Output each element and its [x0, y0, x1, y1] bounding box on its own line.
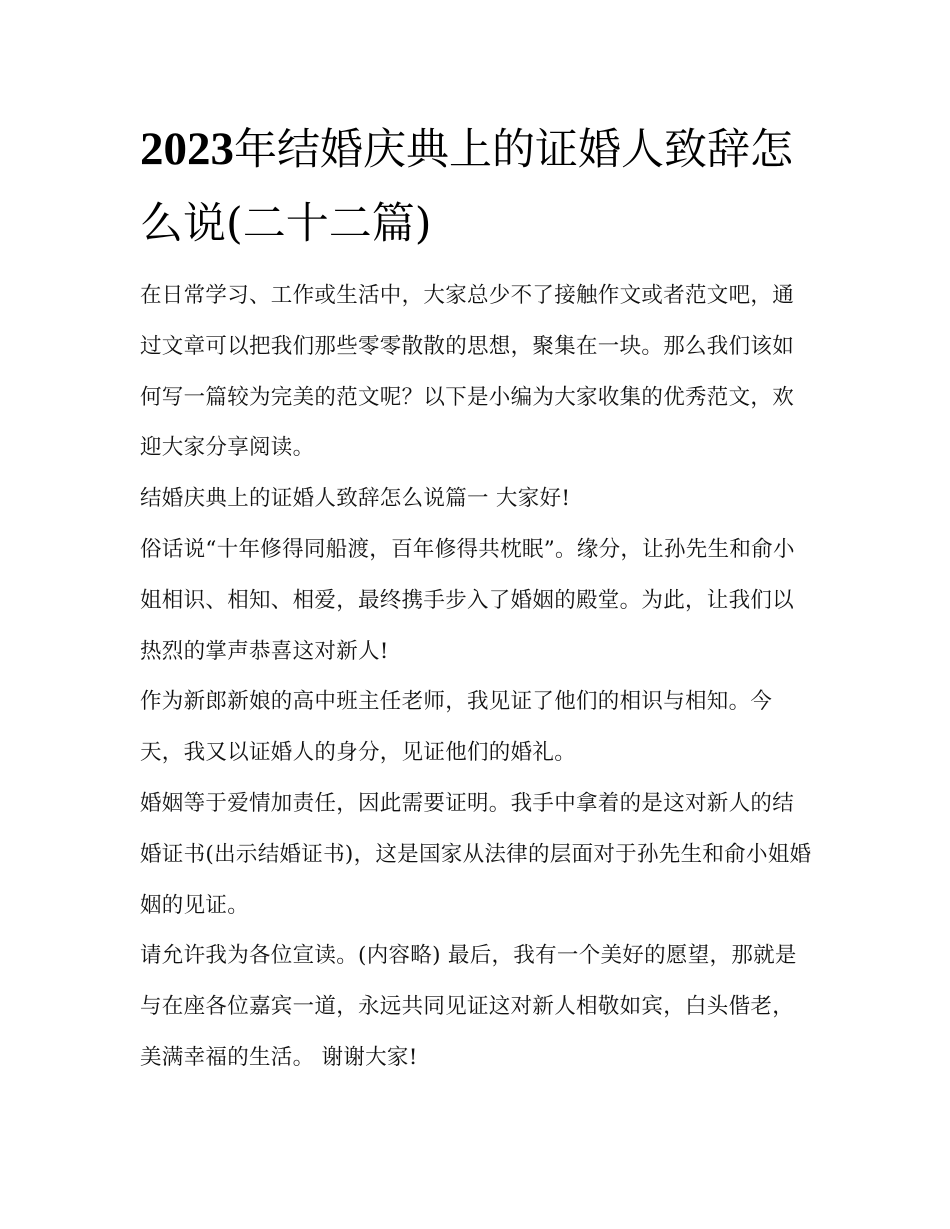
- document-page: [140, 0, 812, 1084]
- paragraph-closing: 请允许我为各位宣读。(内容略) 最后，我有一个美好的愿望，那就是与在座各位嘉宾一道，永远共同见证这对新人相敬如宾，白头偕老，美满幸福的生活。 谢谢大家!: [140, 943, 797, 1070]
- title-text: 年结婚庆典上的证婚人致辞怎么说(二十二篇): [140, 125, 793, 249]
- title-year: 2023: [140, 123, 234, 175]
- paragraph-section-heading: 结婚庆典上的证婚人致辞怎么说篇一 大家好!: [140, 486, 571, 512]
- document-body: [140, 271, 812, 1084]
- paragraph-proverb: 俗话说“十年修得同船渡，百年修得共枕眠”。缘分，让孙先生和俞小姐相识、相知、相爱，最终携手步入了婚姻的殿堂。为此，让我们以热烈的掌声恭喜这对新人!: [140, 536, 795, 664]
- paragraph-intro: 在日常学习、工作或生活中，大家总少不了接触作文或者范文吧，通过文章可以把我们那些零零散散的思想，聚集在一块。那么我们该如何写一篇较为完美的范文呢？以下是小编为大家收集的优秀范文，欢迎大家分享阅读。: [140, 283, 795, 461]
- paragraph-teacher: 作为新郎新娘的高中班主任老师，我见证了他们的相识与相知。今天，我又以证婚人的身分，见证他们的婚礼。: [140, 689, 773, 766]
- paragraph-certificate: 婚姻等于爱情加责任，因此需要证明。我手中拿着的是这对新人的结婚证书(出示结婚证书)，这是国家从法律的层面对于孙先生和俞小姐婚姻的见证。: [140, 790, 812, 918]
- document-title: [140, 0, 812, 261]
